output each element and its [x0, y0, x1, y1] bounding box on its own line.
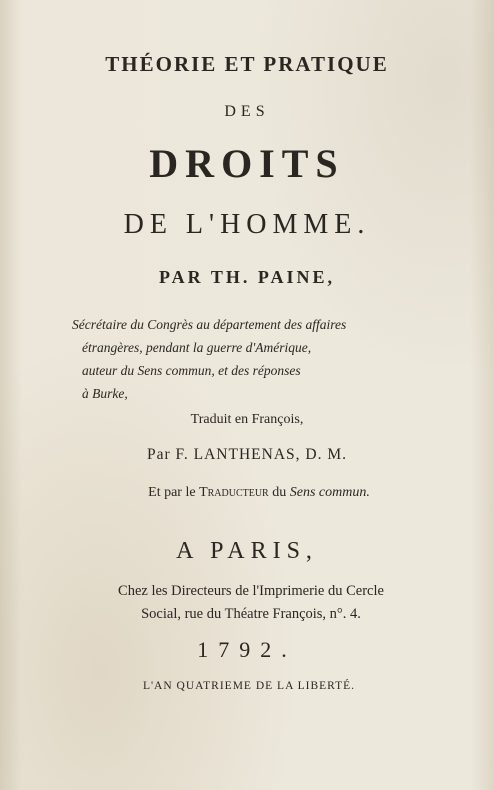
author-description-line-2: étrangères, pendant la guerre d'Amérique, [82, 340, 312, 355]
author-line: PAR TH. PAINE, [158, 267, 335, 287]
title-line-1: THÉORIE ET PRATIQUE [105, 52, 389, 76]
publisher-line-2: Social, rue du Théatre François, n°. 4. [141, 606, 361, 622]
publisher-line-1: Chez les Directeurs de l'Imprimerie du Cercle [118, 583, 384, 599]
second-translator-mid: du [272, 485, 287, 500]
title-line-4: DE L'HOMME. [123, 209, 371, 240]
imprint-year: 1792. [197, 637, 297, 662]
imprint-city: A PARIS, [176, 538, 318, 564]
author-description-line-1: Sécrétaire du Congrès au département des affaires [72, 317, 347, 332]
second-translator-work: Sens commun. [289, 485, 370, 500]
translator-line: Par F. LANTHENAS, D. M. [146, 446, 347, 463]
title-line-2: DES [224, 103, 270, 120]
author-description-line-4: à Burke, [82, 386, 128, 401]
second-translator-role: Traducteur [199, 485, 269, 500]
translated-note: Traduit en François, [190, 412, 304, 427]
revolutionary-era-line: L'AN QUATRIEME DE LA LIBERTÉ. [142, 680, 356, 692]
second-translator-prefix: Et par le [148, 485, 196, 500]
second-translator-line [12, 485, 494, 501]
title-main: DROITS [149, 141, 345, 186]
author-description-line-3: auteur du Sens commun, et des réponses [82, 363, 301, 378]
